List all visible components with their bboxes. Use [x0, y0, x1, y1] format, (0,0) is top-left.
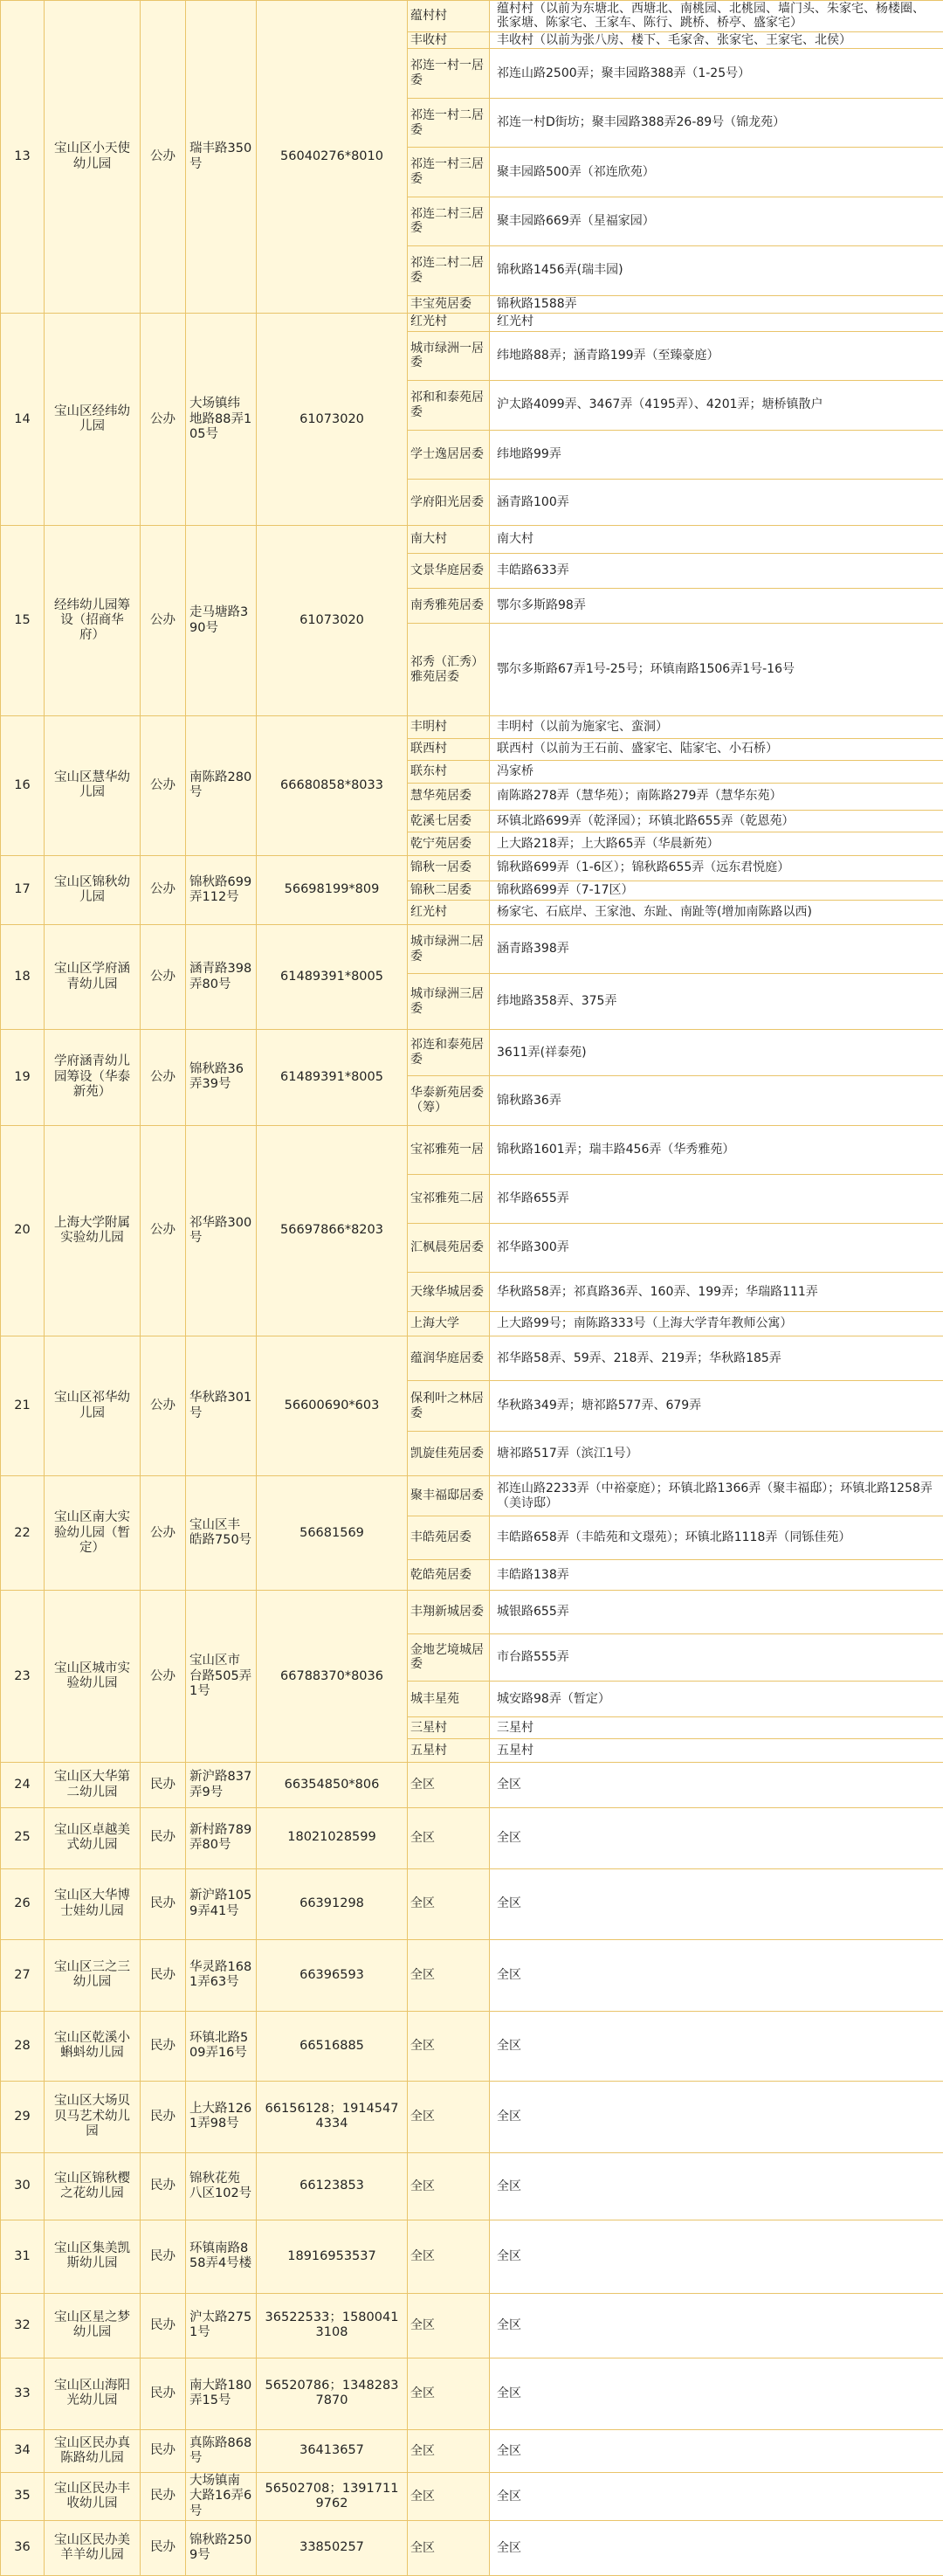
- row-number: 17: [1, 855, 45, 924]
- school-type: 公办: [141, 855, 186, 924]
- row-number: 20: [1, 1125, 45, 1336]
- school-address: 新村路789弄80号: [186, 1807, 257, 1868]
- residential-area: 五星村: [408, 1738, 490, 1763]
- table-row: [1, 855, 943, 881]
- school-type: 民办: [141, 2220, 186, 2293]
- contact-phone: 56681569: [257, 1476, 408, 1591]
- enrollment-scope: 锦秋路699弄（1-6区）；锦秋路655弄（远东君悦庭）: [490, 855, 943, 881]
- kindergarten-name: 宝山区星之梦幼儿园: [45, 2294, 141, 2358]
- enrollment-scope: 纬地路99弄: [490, 430, 943, 479]
- residential-area: 祁和和泰苑居委: [408, 381, 490, 430]
- row-number: 21: [1, 1336, 45, 1475]
- contact-phone: 18916953537: [257, 2220, 408, 2293]
- school-address: 涵青路398弄80号: [186, 924, 257, 1029]
- table-row: [1, 2152, 943, 2220]
- enrollment-scope: 南大村: [490, 526, 943, 554]
- enrollment-scope: 上大路218弄；上大路65弄（华晨新苑）: [490, 832, 943, 856]
- school-address: 锦秋路699弄112号: [186, 855, 257, 924]
- contact-phone: 66354850*806: [257, 1763, 408, 1807]
- residential-area: 祁连和泰苑居委: [408, 1030, 490, 1076]
- enrollment-scope: 全区: [490, 1939, 943, 2011]
- school-address: 大场镇南大路16弄6号: [186, 2473, 257, 2521]
- kindergarten-name: 宝山区经纬幼儿园: [45, 314, 141, 526]
- enrollment-scope: 祁连山路2500弄；聚丰园路388弄（1-25号）: [490, 49, 943, 98]
- residential-area: 全区: [408, 2520, 490, 2575]
- row-number: 19: [1, 1030, 45, 1126]
- row-number: 22: [1, 1476, 45, 1591]
- kindergarten-name: 宝山区大华第二幼儿园: [45, 1763, 141, 1807]
- row-number: 32: [1, 2294, 45, 2358]
- school-type: 民办: [141, 2473, 186, 2521]
- kindergarten-name: 宝山区民办美羊羊幼儿园: [45, 2520, 141, 2575]
- enrollment-scope: 环镇北路699弄（乾泽园）；环镇北路655弄（乾恩苑）: [490, 810, 943, 832]
- row-number: 25: [1, 1807, 45, 1868]
- school-address: 锦秋路2509号: [186, 2520, 257, 2575]
- table-row: [1, 314, 943, 332]
- contact-phone: 61073020: [257, 314, 408, 526]
- kindergarten-name: 经纬幼儿园筹设（招商华府）: [45, 526, 141, 716]
- residential-area: 南大村: [408, 526, 490, 554]
- school-address: 祁华路300号: [186, 1125, 257, 1336]
- residential-area: 全区: [408, 1868, 490, 1939]
- enrollment-scope: 丰收村（以前为张八房、楼下、毛家舍、张家宅、王家宅、北侯）: [490, 31, 943, 49]
- enrollment-scope: 锦秋路36弄: [490, 1076, 943, 1125]
- kindergarten-name: 宝山区山海阳光幼儿园: [45, 2358, 141, 2429]
- enrollment-scope: 丰明村（以前为施家宅、蛮洞）: [490, 715, 943, 738]
- residential-area: 红光村: [408, 901, 490, 925]
- table-row: [1, 2473, 943, 2521]
- enrollment-scope: 全区: [490, 2011, 943, 2081]
- row-number: 14: [1, 314, 45, 526]
- enrollment-scope: 丰皓路658弄（丰皓苑和文璟苑）；环镇北路1118弄（同铄佳苑）: [490, 1516, 943, 1559]
- row-number: 26: [1, 1868, 45, 1939]
- residential-area: 丰明村: [408, 715, 490, 738]
- enrollment-scope: 全区: [490, 1807, 943, 1868]
- residential-area: 城市绿洲二居委: [408, 924, 490, 973]
- residential-area: 锦秋一居委: [408, 855, 490, 881]
- school-type: 民办: [141, 2358, 186, 2429]
- residential-area: 祁连二村三居委: [408, 197, 490, 245]
- residential-area: 华泰新苑居委（筹）: [408, 1076, 490, 1125]
- enrollment-scope: 祁华路58弄、59弄、218弄、219弄；华秋路185弄: [490, 1336, 943, 1380]
- contact-phone: 56520786；13482837870: [257, 2358, 408, 2429]
- row-number: 13: [1, 1, 45, 314]
- school-address: 新沪路1059弄41号: [186, 1868, 257, 1939]
- residential-area: 丰宝苑居委: [408, 295, 490, 314]
- kindergarten-name: 宝山区小天使幼儿园: [45, 1, 141, 314]
- contact-phone: 61489391*8005: [257, 924, 408, 1029]
- residential-area: 丰翔新城居委: [408, 1591, 490, 1633]
- enrollment-scope: 祁华路655弄: [490, 1175, 943, 1223]
- residential-area: 宝祁雅苑二居: [408, 1175, 490, 1223]
- enrollment-scope: 联西村（以前为王石前、盛家宅、陆家宅、小石桥）: [490, 738, 943, 761]
- residential-area: 上海大学: [408, 1312, 490, 1336]
- table-row: [1, 1476, 943, 1516]
- contact-phone: 56698199*809: [257, 855, 408, 924]
- school-address: 华秋路301号: [186, 1336, 257, 1475]
- enrollment-scope: 纬地路88弄；涵青路199弄（至臻豪庭）: [490, 331, 943, 380]
- table-body: [1, 1, 943, 2576]
- enrollment-scope: 涵青路100弄: [490, 479, 943, 525]
- table-row: [1, 2294, 943, 2358]
- residential-area: 蕴润华庭居委: [408, 1336, 490, 1380]
- kindergarten-name: 宝山区三之三幼儿园: [45, 1939, 141, 2011]
- enrollment-scope: 全区: [490, 2294, 943, 2358]
- residential-area: 天缘华城居委: [408, 1273, 490, 1312]
- enrollment-scope: 祁华路300弄: [490, 1223, 943, 1272]
- residential-area: 南秀雅苑居委: [408, 589, 490, 624]
- enrollment-scope: 锦秋路699弄（7-17区）: [490, 881, 943, 901]
- kindergarten-name: 宝山区南大实验幼儿园（暂定）: [45, 1476, 141, 1591]
- table-row: [1, 2430, 943, 2473]
- school-address: 南大路180弄15号: [186, 2358, 257, 2429]
- residential-area: 联西村: [408, 738, 490, 761]
- kindergarten-name: 宝山区乾溪小蝌蚪幼儿园: [45, 2011, 141, 2081]
- row-number: 29: [1, 2081, 45, 2152]
- enrollment-scope: 蕴村村（以前为东塘北、西塘北、南桃园、北桃园、墙门头、朱家宅、杨楼圈、张家塘、陈家宅、王家车、陈行、跳桥、桥亭、盛家宅）: [490, 1, 943, 32]
- residential-area: 乾宁苑居委: [408, 832, 490, 856]
- residential-area: 全区: [408, 1763, 490, 1807]
- school-type: 公办: [141, 1476, 186, 1591]
- school-address: 华灵路1681弄63号: [186, 1939, 257, 2011]
- contact-phone: 56697866*8203: [257, 1125, 408, 1336]
- kindergarten-name: 宝山区集美凯斯幼儿园: [45, 2220, 141, 2293]
- residential-area: 聚丰福邸居委: [408, 1476, 490, 1516]
- enrollment-scope: 华秋路349弄；塘祁路577弄、679弄: [490, 1381, 943, 1431]
- enrollment-scope: 全区: [490, 2152, 943, 2220]
- row-number: 27: [1, 1939, 45, 2011]
- table-row: [1, 1807, 943, 1868]
- school-type: 公办: [141, 1030, 186, 1126]
- kindergarten-name: 宝山区大场贝贝马艺术幼儿园: [45, 2081, 141, 2152]
- residential-area: 全区: [408, 2152, 490, 2220]
- residential-area: 红光村: [408, 314, 490, 332]
- school-address: 上大路1261弄98号: [186, 2081, 257, 2152]
- residential-area: 乾溪七居委: [408, 810, 490, 832]
- table-row: [1, 2081, 943, 2152]
- school-type: 公办: [141, 1125, 186, 1336]
- row-number: 36: [1, 2520, 45, 2575]
- enrollment-scope: 锦秋路1588弄: [490, 295, 943, 314]
- table-row: [1, 924, 943, 973]
- school-type: 民办: [141, 1807, 186, 1868]
- school-address: 瑞丰路350号: [186, 1, 257, 314]
- row-number: 31: [1, 2220, 45, 2293]
- residential-area: 祁连一村三居委: [408, 148, 490, 197]
- residential-area: 全区: [408, 1807, 490, 1868]
- contact-phone: 66788370*8036: [257, 1591, 408, 1763]
- contact-phone: 66680858*8033: [257, 715, 408, 855]
- school-type: 公办: [141, 715, 186, 855]
- residential-area: 乾皓苑居委: [408, 1559, 490, 1591]
- enrollment-scope: 红光村: [490, 314, 943, 332]
- enrollment-scope: 鄂尔多斯路67弄1号-25号；环镇南路1506弄1号-16号: [490, 624, 943, 716]
- residential-area: 祁连一村二居委: [408, 98, 490, 147]
- residential-area: 学士逸居居委: [408, 430, 490, 479]
- table-row: [1, 1939, 943, 2011]
- table-row: [1, 1868, 943, 1939]
- residential-area: 全区: [408, 1939, 490, 2011]
- row-number: 34: [1, 2430, 45, 2473]
- school-address: 锦秋花苑八区102号: [186, 2152, 257, 2220]
- school-type: 民办: [141, 2294, 186, 2358]
- residential-area: 丰收村: [408, 31, 490, 49]
- row-number: 15: [1, 526, 45, 716]
- school-type: 民办: [141, 2430, 186, 2473]
- contact-phone: 66516885: [257, 2011, 408, 2081]
- enrollment-scope: 杨家宅、石底岸、王家池、东趾、南趾等(增加南陈路以西): [490, 901, 943, 925]
- residential-area: 全区: [408, 2294, 490, 2358]
- contact-phone: 36413657: [257, 2430, 408, 2473]
- table-row: [1, 2220, 943, 2293]
- residential-area: 丰皓苑居委: [408, 1516, 490, 1559]
- residential-area: 金地艺境城居委: [408, 1633, 490, 1681]
- row-number: 23: [1, 1591, 45, 1763]
- residential-area: 祁连二村二居委: [408, 246, 490, 295]
- enrollment-scope: 3611弄(祥泰苑): [490, 1030, 943, 1076]
- kindergarten-name: 宝山区大华博士娃幼儿园: [45, 1868, 141, 1939]
- kindergarten-name: 宝山区祁华幼儿园: [45, 1336, 141, 1475]
- residential-area: 祁连一村一居委: [408, 49, 490, 98]
- enrollment-scope: 全区: [490, 1763, 943, 1807]
- kindergarten-name: 上海大学附属实验幼儿园: [45, 1125, 141, 1336]
- enrollment-scope: 全区: [490, 2081, 943, 2152]
- school-address: 环镇南路858弄4号楼: [186, 2220, 257, 2293]
- row-number: 16: [1, 715, 45, 855]
- residential-area: 慧华苑居委: [408, 783, 490, 810]
- school-type: 公办: [141, 1336, 186, 1475]
- enrollment-scope: 全区: [490, 2430, 943, 2473]
- school-address: 新沪路837弄9号: [186, 1763, 257, 1807]
- enrollment-scope: 聚丰园路500弄（祁连欣苑）: [490, 148, 943, 197]
- residential-area: 城市绿洲三居委: [408, 974, 490, 1030]
- enrollment-scope: 锦秋路1456弄(瑞丰园): [490, 246, 943, 295]
- school-address: 南陈路280号: [186, 715, 257, 855]
- kindergarten-name: 宝山区学府涵青幼儿园: [45, 924, 141, 1029]
- enrollment-scope: 冯家桥: [490, 761, 943, 784]
- contact-phone: 61489391*8005: [257, 1030, 408, 1126]
- enrollment-scope: 全区: [490, 2220, 943, 2293]
- residential-area: 城丰星苑: [408, 1682, 490, 1717]
- school-type: 民办: [141, 2152, 186, 2220]
- contact-phone: 18021028599: [257, 1807, 408, 1868]
- contact-phone: 56040276*8010: [257, 1, 408, 314]
- school-address: 环镇北路509弄16号: [186, 2011, 257, 2081]
- residential-area: 三星村: [408, 1717, 490, 1739]
- school-type: 公办: [141, 924, 186, 1029]
- table-row: [1, 2520, 943, 2575]
- school-address: 大场镇纬地路88弄105号: [186, 314, 257, 526]
- table-row: [1, 1763, 943, 1807]
- table-row: [1, 1, 943, 32]
- residential-area: 学府阳光居委: [408, 479, 490, 525]
- kindergarten-name: 宝山区锦秋幼儿园: [45, 855, 141, 924]
- table-row: [1, 715, 943, 738]
- residential-area: 全区: [408, 2430, 490, 2473]
- school-type: 民办: [141, 2520, 186, 2575]
- contact-phone: 61073020: [257, 526, 408, 716]
- residential-area: 联东村: [408, 761, 490, 784]
- enrollment-scope: 祁连一村D街坊；聚丰园路388弄26-89号（锦龙苑）: [490, 98, 943, 147]
- school-address: 走马塘路390号: [186, 526, 257, 716]
- residential-area: 全区: [408, 2011, 490, 2081]
- enrollment-scope: 丰皓路633弄: [490, 554, 943, 589]
- enrollment-scope: 锦秋路1601弄；瑞丰路456弄（华秀雅苑）: [490, 1125, 943, 1174]
- table-row: [1, 1030, 943, 1076]
- table-row: [1, 526, 943, 554]
- contact-phone: 66391298: [257, 1868, 408, 1939]
- contact-phone: 66123853: [257, 2152, 408, 2220]
- school-type: 民办: [141, 1939, 186, 2011]
- kindergarten-name: 宝山区慧华幼儿园: [45, 715, 141, 855]
- school-address: 真陈路868号: [186, 2430, 257, 2473]
- school-type: 公办: [141, 526, 186, 716]
- residential-area: 城市绿洲一居委: [408, 331, 490, 380]
- residential-area: 锦秋二居委: [408, 881, 490, 901]
- enrollment-scope: 全区: [490, 2358, 943, 2429]
- kindergarten-name: 宝山区民办真陈路幼儿园: [45, 2430, 141, 2473]
- enrollment-scope: 上大路99号；南陈路333号（上海大学青年教师公寓）: [490, 1312, 943, 1336]
- enrollment-scope: 城安路98弄（暂定）: [490, 1682, 943, 1717]
- school-type: 公办: [141, 1591, 186, 1763]
- residential-area: 祁秀（汇秀）雅苑居委: [408, 624, 490, 716]
- school-type: 民办: [141, 2011, 186, 2081]
- enrollment-scope: 三星村: [490, 1717, 943, 1739]
- school-type: 公办: [141, 1, 186, 314]
- school-address: 锦秋路36弄39号: [186, 1030, 257, 1126]
- school-type: 民办: [141, 1763, 186, 1807]
- row-number: 24: [1, 1763, 45, 1807]
- kindergarten-name: 学府涵青幼儿园筹设（华泰新苑）: [45, 1030, 141, 1126]
- table-row: [1, 2358, 943, 2429]
- contact-phone: 56502708；13917119762: [257, 2473, 408, 2521]
- enrollment-scope: 全区: [490, 2473, 943, 2521]
- enrollment-scope: 涵青路398弄: [490, 924, 943, 973]
- row-number: 28: [1, 2011, 45, 2081]
- row-number: 30: [1, 2152, 45, 2220]
- kindergarten-name: 宝山区锦秋樱之花幼儿园: [45, 2152, 141, 2220]
- school-address: 宝山区市台路505弄1号: [186, 1591, 257, 1763]
- enrollment-scope: 华秋路58弄；祁真路36弄、160弄、199弄；华瑞路111弄: [490, 1273, 943, 1312]
- school-address: 宝山区丰皓路750号: [186, 1476, 257, 1591]
- enrollment-scope: 全区: [490, 1868, 943, 1939]
- enrollment-scope: 全区: [490, 2520, 943, 2575]
- enrollment-scope: 南陈路278弄（慧华苑）；南陈路279弄（慧华东苑）: [490, 783, 943, 810]
- contact-phone: 66156128；19145474334: [257, 2081, 408, 2152]
- enrollment-scope: 纬地路358弄、375弄: [490, 974, 943, 1030]
- table-row: [1, 1125, 943, 1174]
- residential-area: 保利叶之林居委: [408, 1381, 490, 1431]
- enrollment-scope: 聚丰园路669弄（星福家园）: [490, 197, 943, 245]
- residential-area: 全区: [408, 2473, 490, 2521]
- enrollment-scope: 城银路655弄: [490, 1591, 943, 1633]
- school-type: 民办: [141, 1868, 186, 1939]
- contact-phone: 56600690*603: [257, 1336, 408, 1475]
- enrollment-scope: 市台路555弄: [490, 1633, 943, 1681]
- enrollment-scope: 祁连山路2233弄（中裕豪庭）；环镇北路1366弄（聚丰福邸）；环镇北路1258弄（美诗邸）: [490, 1476, 943, 1516]
- residential-area: 全区: [408, 2081, 490, 2152]
- enrollment-scope: 塘祁路517弄（滨江1号）: [490, 1431, 943, 1475]
- kindergarten-name: 宝山区城市实验幼儿园: [45, 1591, 141, 1763]
- school-type: 民办: [141, 2081, 186, 2152]
- residential-area: 全区: [408, 2220, 490, 2293]
- row-number: 35: [1, 2473, 45, 2521]
- kindergarten-name: 宝山区民办丰收幼儿园: [45, 2473, 141, 2521]
- contact-phone: 36522533；15800413108: [257, 2294, 408, 2358]
- table-row: [1, 1336, 943, 1380]
- table-row: [1, 2011, 943, 2081]
- table-row: [1, 1591, 943, 1633]
- residential-area: 凯旋佳苑居委: [408, 1431, 490, 1475]
- residential-area: 全区: [408, 2358, 490, 2429]
- enrollment-scope: 丰皓路138弄: [490, 1559, 943, 1591]
- enrollment-scope: 沪太路4099弄、3467弄（4195弄）、4201弄；塘桥镇散户: [490, 381, 943, 430]
- school-address: 沪太路2751号: [186, 2294, 257, 2358]
- enrollment-scope: 鄂尔多斯路98弄: [490, 589, 943, 624]
- contact-phone: 33850257: [257, 2520, 408, 2575]
- residential-area: 宝祁雅苑一居: [408, 1125, 490, 1174]
- residential-area: 蕴村村: [408, 1, 490, 32]
- kindergarten-name: 宝山区卓越美式幼儿园: [45, 1807, 141, 1868]
- row-number: 18: [1, 924, 45, 1029]
- school-type: 公办: [141, 314, 186, 526]
- row-number: 33: [1, 2358, 45, 2429]
- residential-area: 文景华庭居委: [408, 554, 490, 589]
- residential-area: 汇枫晨苑居委: [408, 1223, 490, 1272]
- contact-phone: 66396593: [257, 1939, 408, 2011]
- enrollment-scope: 五星村: [490, 1738, 943, 1763]
